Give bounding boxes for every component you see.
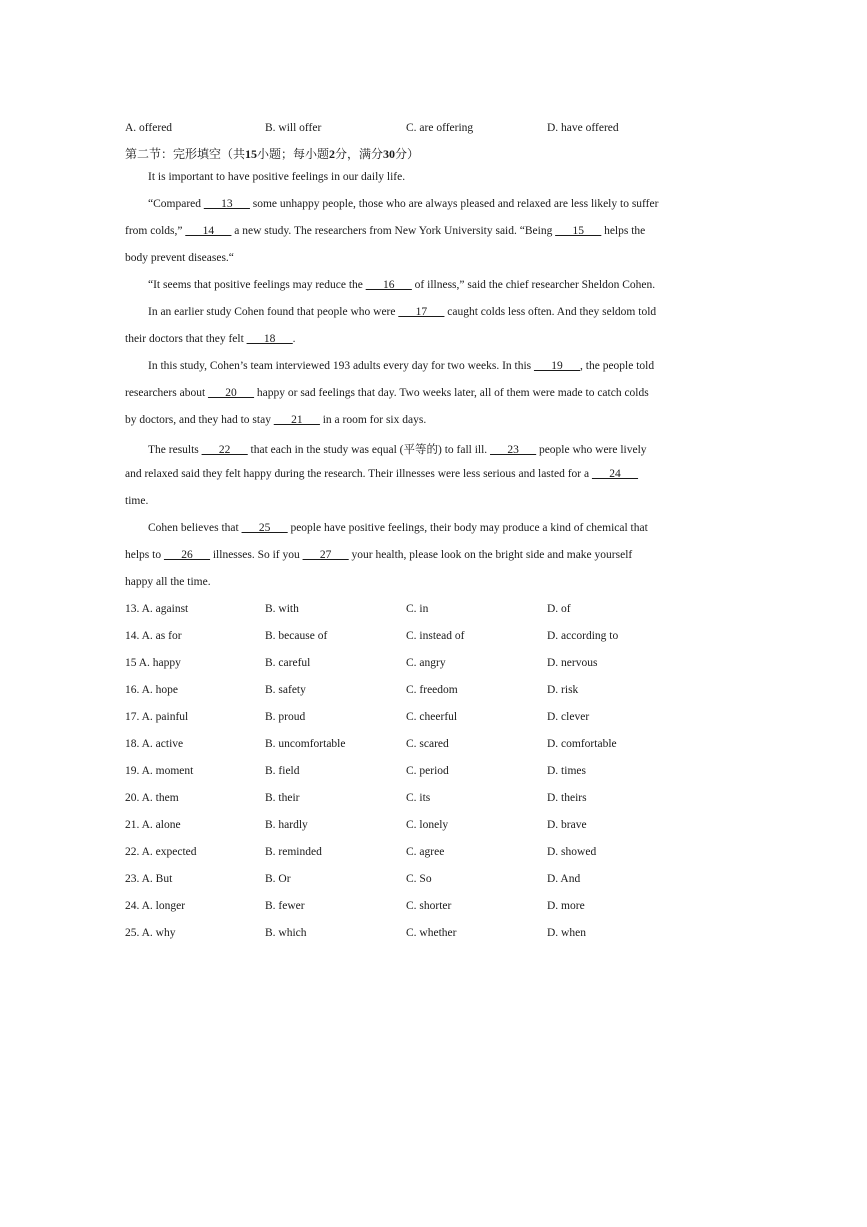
question-row — [125, 792, 725, 808]
option-b: B. their — [265, 792, 300, 804]
option-b: B. proud — [265, 711, 306, 723]
section-heading: 第二节：完形填空（共15小题；每小题2分，满分30分） — [125, 147, 420, 161]
option-d: D. risk — [547, 684, 579, 696]
passage-line: It is important to have positive feelings in our daily life. — [148, 171, 406, 183]
question-row — [125, 603, 725, 619]
passage-line: their doctors that they felt ___18___. — [125, 333, 296, 345]
blank-19: ___19___ — [534, 360, 581, 372]
passage-line: and relaxed said they felt happy during the research. Their illnesses were less serious and lasted for a ___24___ — [125, 468, 638, 480]
blank-26: ___26___ — [163, 549, 210, 561]
option-b: B. because of — [265, 630, 328, 642]
question-row — [125, 819, 725, 835]
passage-line: happy all the time. — [125, 576, 211, 588]
option-d: D. when — [547, 927, 586, 939]
option-a: 13. A. against — [125, 603, 189, 615]
blank-25: ___25___ — [241, 522, 288, 534]
option-b: B. safety — [265, 684, 306, 696]
question-row — [125, 900, 725, 916]
blank-16: ___16___ — [365, 279, 412, 291]
option-c: C. angry — [406, 657, 446, 669]
question-row — [125, 765, 725, 781]
option-a: 24. A. longer — [125, 900, 186, 912]
option-d: D. brave — [547, 819, 587, 831]
option-a: 18. A. active — [125, 738, 184, 750]
passage-line: by doctors, and they had to stay ___21___ in a room for six days. — [125, 414, 427, 426]
blank-23: ___23___ — [490, 444, 537, 456]
blank-27: ___27___ — [302, 549, 349, 561]
option-a: 23. A. But — [125, 873, 173, 885]
option-a: 16. A. hope — [125, 684, 179, 696]
option-d: D. according to — [547, 630, 619, 642]
passage-line: “It seems that positive feelings may reduce the ___16___ of illness,” said the chief researcher Sheldon Cohen. — [148, 279, 656, 291]
option-d: D. nervous — [547, 657, 598, 669]
option-d: D. times — [547, 765, 586, 777]
option-b: B. hardly — [265, 819, 308, 831]
passage-line: The results ___22___ that each in the study was equal (平等的) to fall ill. ___23___ people who were lively — [148, 444, 647, 456]
option-d: D. have offered — [547, 122, 619, 134]
question-row — [125, 684, 725, 700]
option-c: C. shorter — [406, 900, 452, 912]
question-row — [125, 846, 725, 862]
passage-line: Cohen believes that ___25___ people have positive feelings, their body may produce a kind of chemical that — [148, 522, 648, 534]
option-c: C. freedom — [406, 684, 458, 696]
option-a: A. offered — [125, 122, 173, 134]
prev-question-options — [125, 122, 725, 138]
question-row — [125, 927, 725, 943]
option-a: 14. A. as for — [125, 630, 182, 642]
blank-17: ___17___ — [398, 306, 445, 318]
blank-24: ___24___ — [591, 468, 638, 480]
option-d: D. And — [547, 873, 581, 885]
option-b: B. with — [265, 603, 299, 615]
option-a: 22. A. expected — [125, 846, 197, 858]
option-c: C. period — [406, 765, 449, 777]
passage-line: In an earlier study Cohen found that people who were ___17___ caught colds less often. And they seldom told — [148, 306, 657, 318]
passage-line: “Compared ___13___ some unhappy people, those who are always pleased and relaxed are less likely to suffer — [148, 198, 659, 210]
option-c: C. lonely — [406, 819, 449, 831]
blank-15: ___15___ — [555, 225, 602, 237]
question-row — [125, 711, 725, 727]
blank-21: ___21___ — [273, 414, 320, 426]
option-b: B. which — [265, 927, 307, 939]
option-a: 25. A. why — [125, 927, 176, 939]
option-d: D. of — [547, 603, 571, 615]
option-c: C. So — [406, 873, 432, 885]
question-row — [125, 630, 725, 646]
blank-20: ___20___ — [208, 387, 255, 399]
option-c: C. instead of — [406, 630, 465, 642]
option-b: B. field — [265, 765, 300, 777]
blank-18: ___18___ — [246, 333, 293, 345]
blank-14: ___14___ — [185, 225, 232, 237]
option-a: 17. A. painful — [125, 711, 189, 723]
option-d: D. theirs — [547, 792, 587, 804]
option-c: C. agree — [406, 846, 445, 858]
option-a: 15 A. happy — [125, 657, 181, 669]
passage-line: helps to ___26___ illnesses. So if you ___27___ your health, please look on the bright side and make yourself — [125, 549, 633, 561]
passage-line: from colds,” ___14___ a new study. The researchers from New York University said. “Being ___15___ helps the — [125, 225, 646, 237]
blank-22: ___22___ — [201, 444, 248, 456]
passage-line: time. — [125, 495, 149, 507]
passage-line: researchers about ___20___ happy or sad feelings that day. Two weeks later, all of them were made to catch colds — [125, 387, 649, 399]
option-a: 21. A. alone — [125, 819, 181, 831]
option-d: D. showed — [547, 846, 597, 858]
option-b: B. fewer — [265, 900, 305, 912]
passage-line: body prevent diseases.“ — [125, 252, 234, 264]
option-c: C. are offering — [406, 122, 474, 134]
option-b: B. careful — [265, 657, 311, 669]
option-c: C. scared — [406, 738, 449, 750]
option-c: C. in — [406, 603, 429, 615]
question-row — [125, 738, 725, 754]
option-d: D. comfortable — [547, 738, 617, 750]
option-c: C. whether — [406, 927, 457, 939]
question-row — [125, 873, 725, 889]
passage-line: In this study, Cohen’s team interviewed 193 adults every day for two weeks. In this ___19___, the people told — [148, 360, 655, 372]
option-b: B. will offer — [265, 122, 322, 134]
option-d: D. clever — [547, 711, 590, 723]
option-b: B. uncomfortable — [265, 738, 346, 750]
option-c: C. its — [406, 792, 431, 804]
question-row — [125, 657, 725, 673]
option-a: 19. A. moment — [125, 765, 194, 777]
option-c: C. cheerful — [406, 711, 458, 723]
option-b: B. Or — [265, 873, 291, 885]
option-a: 20. A. them — [125, 792, 179, 804]
option-d: D. more — [547, 900, 585, 912]
blank-13: ___13___ — [203, 198, 250, 210]
option-b: B. reminded — [265, 846, 322, 858]
